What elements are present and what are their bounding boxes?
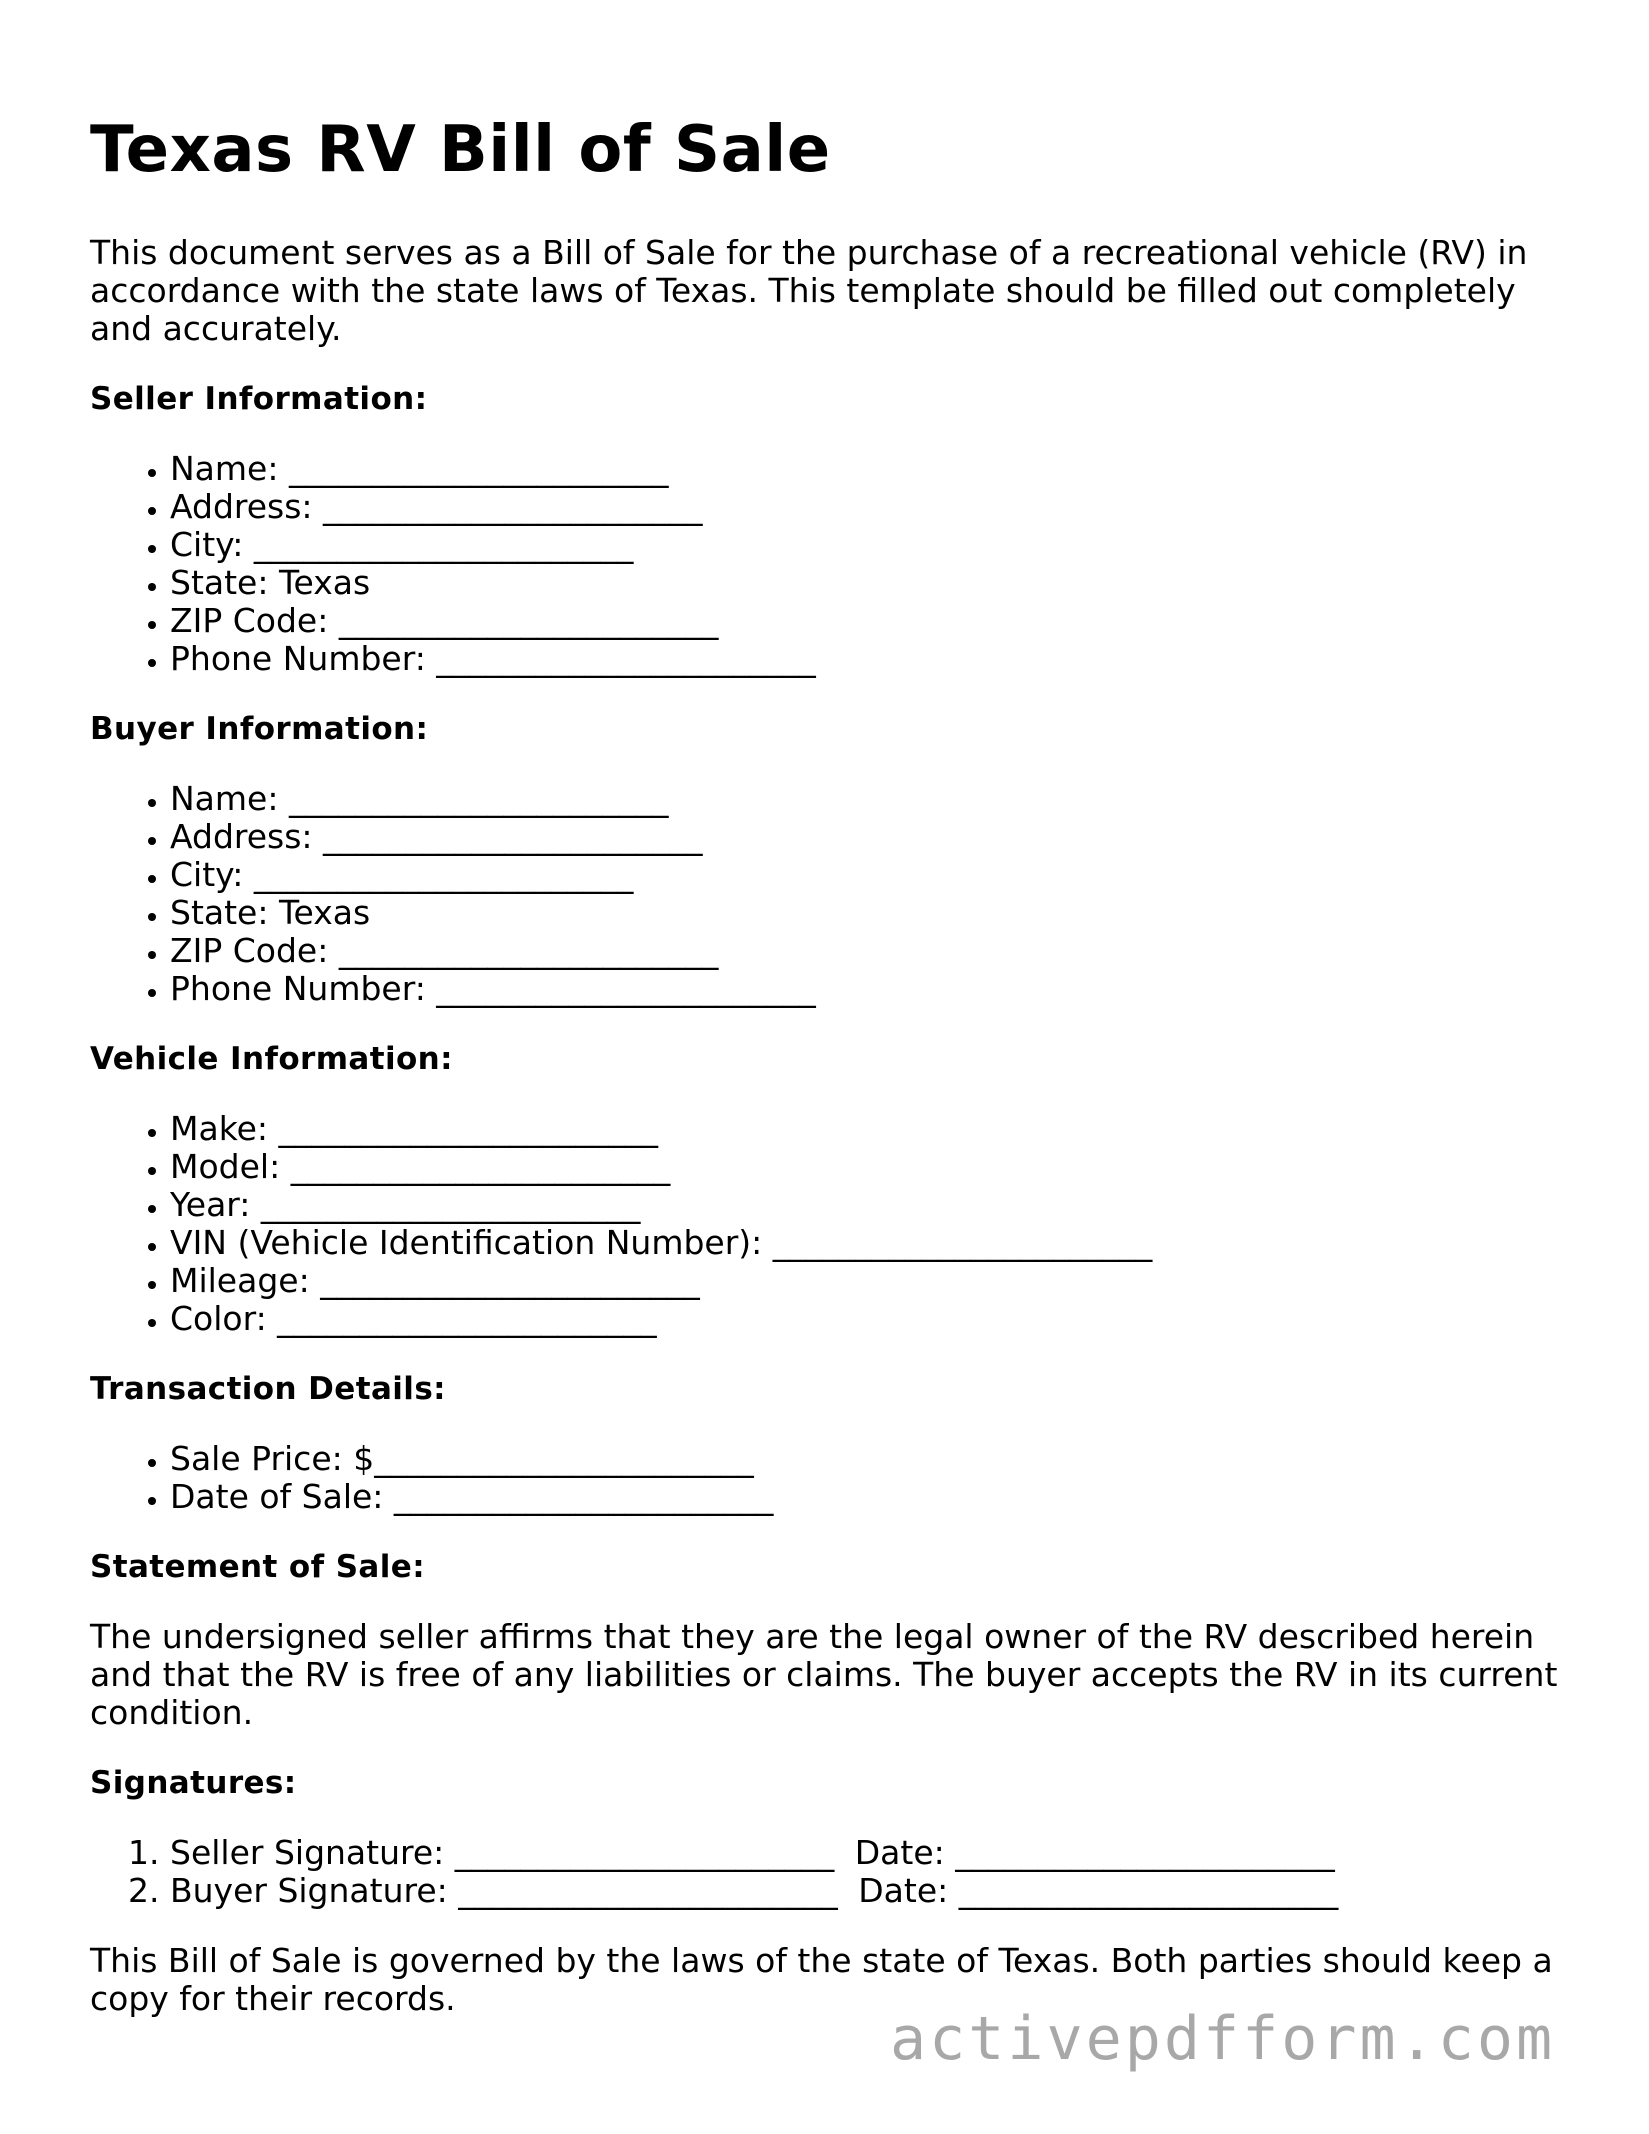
vehicle-mileage-field[interactable]: • Mileage: _______________________ xyxy=(170,1262,1570,1300)
transaction-list xyxy=(90,1440,1570,1516)
statement-heading: Statement of Sale: xyxy=(90,1549,425,1585)
buyer-address-field[interactable]: • Address: _______________________ xyxy=(170,818,1570,856)
buyer-signature-field[interactable]: Buyer Signature: _______________________ xyxy=(170,1871,838,1910)
sale-date-field[interactable]: • Date of Sale: _______________________ xyxy=(170,1478,1570,1516)
signatures-list xyxy=(90,1834,1570,1910)
buyer-zip-field[interactable]: • ZIP Code: _______________________ xyxy=(170,932,1570,970)
seller-address-field[interactable]: • Address: _______________________ xyxy=(170,488,1570,526)
buyer-signature-date-field[interactable]: Date: _______________________ xyxy=(858,1871,1339,1910)
closing-paragraph: This Bill of Sale is governed by the laws of the state of Texas. Both parties should keep a copy for their records. xyxy=(90,1941,1553,2018)
statement-paragraph: The undersigned seller affirms that they are the legal owner of the RV described herein and that the RV is free of any liabilities or claims. The buyer accepts the RV in its current condition. xyxy=(90,1617,1558,1732)
seller-state-field: • State: Texas xyxy=(170,564,1570,602)
vehicle-color-field[interactable]: • Color: _______________________ xyxy=(170,1300,1570,1338)
vehicle-heading: Vehicle Information: xyxy=(90,1041,453,1077)
seller-heading: Seller Information: xyxy=(90,381,428,417)
document-page xyxy=(90,108,1570,2018)
seller-signature-field[interactable]: Seller Signature: _______________________ xyxy=(170,1833,835,1872)
buyer-phone-field[interactable]: • Phone Number: _______________________ xyxy=(170,970,1570,1008)
seller-zip-field[interactable]: • ZIP Code: _______________________ xyxy=(170,602,1570,640)
transaction-heading: Transaction Details: xyxy=(90,1371,446,1407)
seller-city-field[interactable]: • City: _______________________ xyxy=(170,526,1570,564)
signatures-section xyxy=(90,1764,1570,1910)
transaction-section xyxy=(90,1370,1570,1516)
buyer-city-field[interactable]: • City: _______________________ xyxy=(170,856,1570,894)
vehicle-section xyxy=(90,1040,1570,1338)
seller-section xyxy=(90,380,1570,678)
vehicle-vin-field[interactable]: • VIN (Vehicle Identification Number): _______________________ xyxy=(170,1224,1570,1262)
signatures-heading: Signatures: xyxy=(90,1765,297,1801)
page-title: Texas RV Bill of Sale xyxy=(90,113,831,187)
vehicle-year-field[interactable]: • Year: _______________________ xyxy=(170,1186,1570,1224)
vehicle-model-field[interactable]: • Model: _______________________ xyxy=(170,1148,1570,1186)
vehicle-make-field[interactable]: • Make: _______________________ xyxy=(170,1110,1570,1148)
buyer-section xyxy=(90,710,1570,1008)
vehicle-list xyxy=(90,1110,1570,1338)
seller-phone-field[interactable]: • Phone Number: _______________________ xyxy=(170,640,1570,678)
buyer-heading: Buyer Information: xyxy=(90,711,429,747)
watermark: activepdfform.com xyxy=(890,2004,1556,2074)
seller-signature-date-field[interactable]: Date: _______________________ xyxy=(854,1833,1335,1872)
buyer-list xyxy=(90,780,1570,1008)
buyer-signature-row xyxy=(170,1872,1570,1910)
statement-section xyxy=(90,1548,1570,1732)
intro-paragraph: This document serves as a Bill of Sale for the purchase of a recreational vehicle (RV) in accordance with the state laws of Texas. This template should be filled out completely and accurately. xyxy=(90,233,1528,348)
seller-name-field[interactable]: • Name: _______________________ xyxy=(170,450,1570,488)
buyer-state-field: • State: Texas xyxy=(170,894,1570,932)
sale-price-field[interactable]: • Sale Price: $_______________________ xyxy=(170,1440,1570,1478)
seller-signature-row xyxy=(170,1834,1570,1872)
seller-list xyxy=(90,450,1570,678)
buyer-name-field[interactable]: • Name: _______________________ xyxy=(170,780,1570,818)
